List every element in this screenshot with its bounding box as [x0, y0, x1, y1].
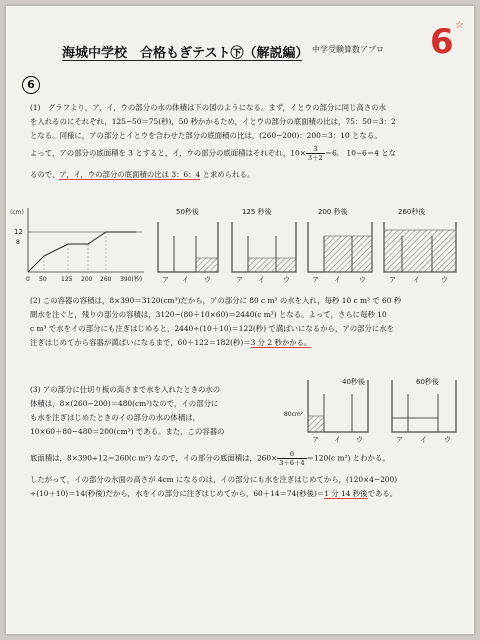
container-snapshot-50: [158, 207, 218, 284]
water-section-iu-full: [324, 236, 372, 272]
part1-answer: ア，イ，ウの部分の底面積の比は 3：6：4: [59, 170, 201, 179]
part3-answer: 1 分 14 秒後: [324, 489, 368, 498]
part1-line-5-text-b: と求められる。: [200, 170, 255, 179]
part3-line-5: [30, 450, 390, 467]
container-snapshot-200: [308, 207, 372, 284]
label-a: ア: [312, 436, 319, 444]
part3-line-7: [30, 488, 397, 501]
graph-x-tick-50: 50: [39, 276, 47, 283]
container-snapshot-260: [384, 207, 456, 284]
part3-line-1: (3) アの部分に仕切り板の高さまで水を入れたときの水の: [30, 385, 221, 394]
label-u: ウ: [444, 436, 451, 444]
answer-sheet: [6, 6, 474, 634]
label-a: ア: [236, 276, 243, 284]
label-a: ア: [389, 276, 396, 284]
snapshot-label-50: 50秒後: [176, 208, 199, 216]
part2-line-4-text: 注ぎはじめてから容器が満ぱいになるまで，60＋122＝182(秒)＝: [30, 338, 251, 347]
part1-line-3: となる。同様に，アの部分とイとウを合わせた部分の底面積の比は，(260−200)：200＝3：10 となる。: [30, 131, 382, 140]
label-a: ア: [396, 436, 403, 444]
part3-line-2: 体積は，8×(260−200)＝480(cm³)なので，イの部分に: [30, 399, 219, 408]
part1-line-5: [30, 169, 254, 182]
label-i: イ: [334, 276, 341, 284]
graph-y-tick-8: 8: [16, 239, 20, 246]
part3-line-6: したがって，イの部分の水面の高さが 4cm になるのは，イの部分にも水を注ぎはじめてから，(120×4−200): [30, 475, 398, 484]
figure-1: [6, 192, 474, 292]
part2-answer: 3 分 2 秒かかる。: [250, 338, 312, 347]
part2-line-3: c m³ で水をイの部分にも注ぎはじめると，2440÷(10＋10)＝122(秒) で満ぱいになるから，アの部分に水を: [30, 324, 395, 333]
part1-line-4-text-a: よって，アの部分の底面積を 3 とすると，イ，ウの部分の底面積はそれぞれ，10×: [30, 148, 306, 158]
label-i: イ: [413, 276, 420, 284]
graph-y-tick-12: 12: [14, 228, 23, 236]
fig3-label-60: 60秒後: [416, 378, 439, 386]
label-i: イ: [258, 276, 265, 284]
graph-x-tick-125: 125: [61, 276, 73, 283]
graph-x-tick-390: 390(秒): [120, 276, 143, 283]
label-a: ア: [162, 276, 169, 284]
fig3-water-a: [308, 416, 324, 432]
part1-line-4-text-b: ＝6, 10−6＝4 とな: [324, 148, 397, 158]
graph-y-unit: (cm): [10, 209, 24, 216]
label-u: ウ: [359, 276, 366, 284]
label-u: ウ: [204, 276, 211, 284]
part3-line-4: 10×60＋80−480＝200(cm³) である。また，この容器の: [30, 427, 225, 436]
part1-line-1: (1) グラフより，ア，イ，ウの部分の水の体積は下の図のようになる。まず，イとウの部分に同じ高さの水: [30, 103, 386, 112]
part2-line-2: 間水を注ぐと，残りの部分の容積は，3120−(80＋10×60)＝2440(c m³) となる。よって，さらに毎秒 10: [30, 310, 387, 319]
container-snapshot-60: [392, 377, 456, 444]
part3-line-5-text-a: 底面積は，8×390÷12＝260(c m²) なので，イの部分の底面積は，260×: [30, 453, 278, 463]
label-i: イ: [182, 276, 189, 284]
water-level-graph: [10, 208, 144, 283]
water-section-all: [384, 230, 456, 272]
part1-line-4: [30, 145, 396, 162]
page-number: 6: [430, 22, 454, 62]
part1-line-2: を入れるのにそれぞれ，125−50＝75(秒)，50 秒かかるため，イとウの部分の底面積の比は，75：50＝3：2: [30, 117, 396, 126]
ratio-fraction: [306, 145, 325, 162]
label-u: ウ: [283, 276, 290, 284]
snapshot-label-200: 200 秒後: [318, 208, 348, 216]
graph-x-tick-0: 0: [26, 276, 30, 283]
part3-line-5-text-b: ＝120(c m²) とわかる。: [306, 453, 390, 463]
question-number: 6: [22, 76, 40, 94]
container-snapshot-40: [284, 377, 368, 444]
part2-line-1: (2) この容器の容積は，8×390＝3120(cm³)だから，アの部分に 80 c m³ の水を入れ，毎秒 10 c m³ で 60 秒: [30, 296, 402, 305]
part3-line-7-text-b: である。: [367, 489, 398, 498]
area-fraction-denominator: 3＋6＋4: [279, 459, 305, 467]
fig3-label-40: 40秒後: [342, 378, 365, 386]
water-section-u: [196, 258, 218, 272]
graph-x-tick-200: 200: [81, 276, 93, 283]
part3-line-7-text-a: ÷(10＋10)＝14(秒後)だから，水をイの部分に注ぎはじめてから，60＋14＝74(秒後)＝: [30, 489, 325, 498]
page-star-mark: ☆: [455, 20, 464, 31]
part1-line-5-text-a: るので，: [30, 170, 60, 179]
figure-3: [284, 366, 464, 446]
snapshot-label-125: 125 秒後: [242, 208, 272, 216]
container-snapshot-125: [232, 207, 296, 284]
label-a: ア: [312, 276, 319, 284]
ratio-fraction-numerator: 3: [306, 145, 325, 154]
ratio-fraction-denominator: 3＋2: [307, 154, 323, 162]
area-fraction-numerator: 6: [277, 450, 306, 459]
label-u: ウ: [441, 276, 448, 284]
title-underline: [62, 60, 302, 61]
graph-x-tick-260: 260: [100, 276, 112, 283]
part2-line-4: [30, 337, 311, 350]
water-section-iu: [248, 258, 296, 272]
label-i: イ: [334, 436, 341, 444]
area-fraction: [277, 450, 306, 467]
page-title: 海城中学校 合格もぎテスト㊦（解説編）: [62, 46, 309, 61]
label-i: イ: [420, 436, 427, 444]
snapshot-label-260: 260秒後: [398, 208, 426, 216]
fig3-volume-label: 80cm²: [284, 411, 304, 418]
publisher-label: 中学受験算数アプロ: [312, 45, 384, 54]
part3-line-3: も水を注ぎはじめたときのイの部分の水の体積は，: [30, 413, 200, 422]
label-u: ウ: [356, 436, 363, 444]
